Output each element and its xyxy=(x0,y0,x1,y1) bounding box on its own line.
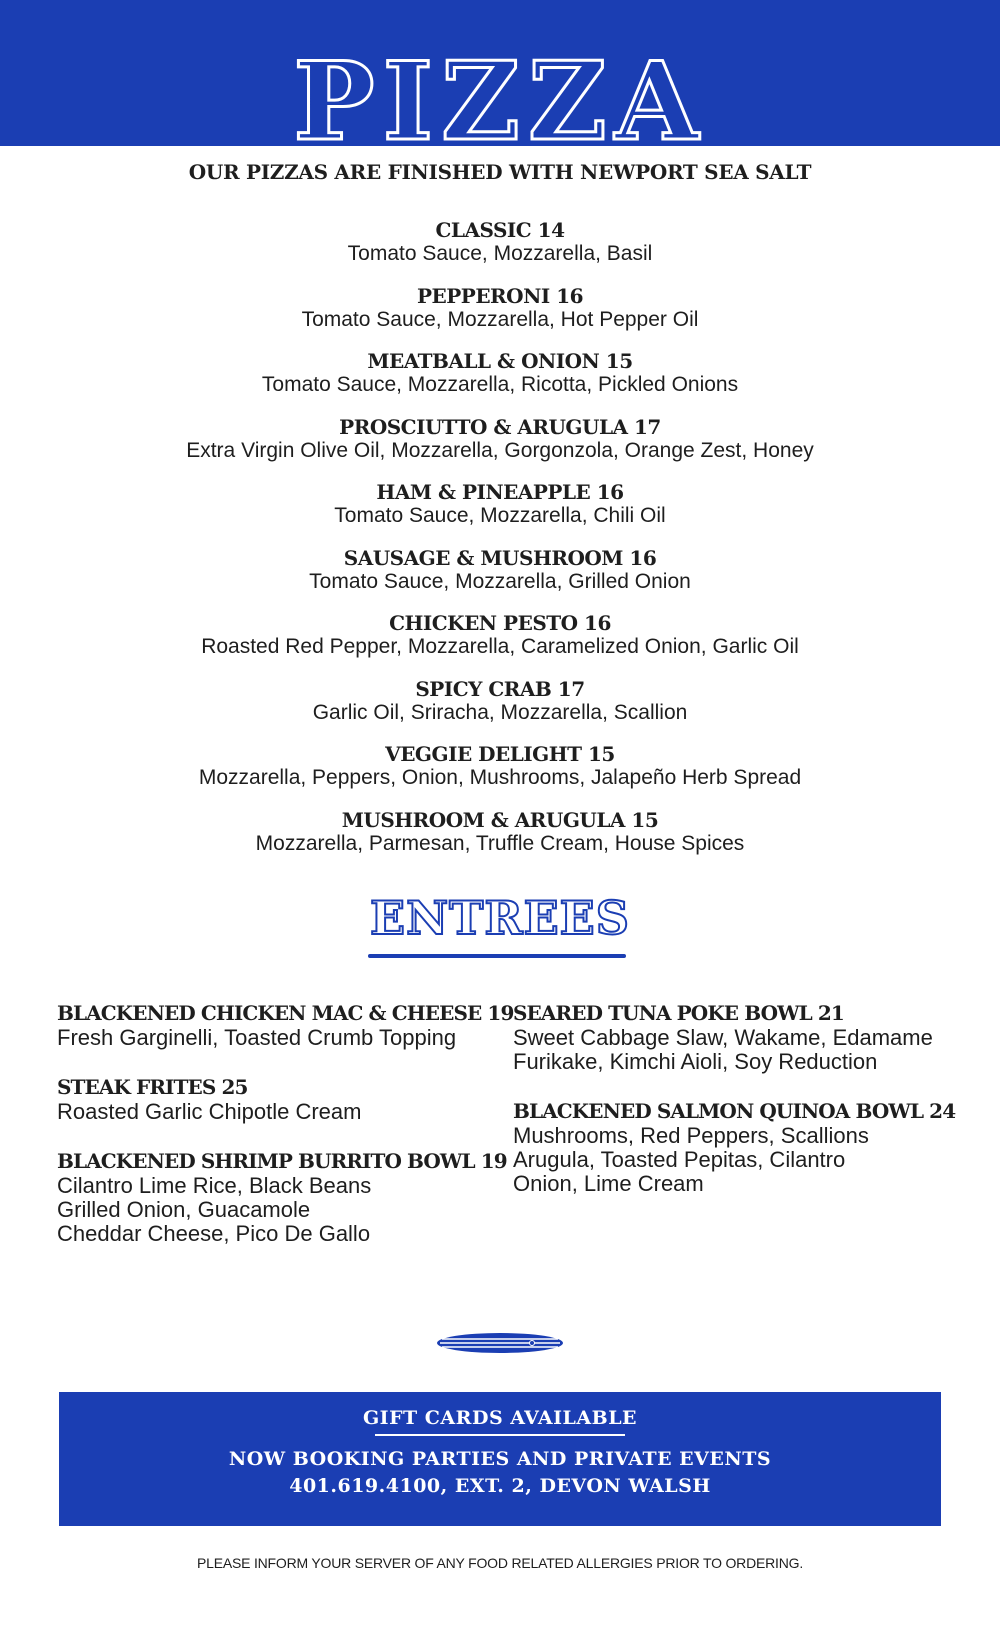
menu-item-pizza xyxy=(0,284,1000,350)
menu-item-pizza xyxy=(0,349,1000,415)
menu-item-name: SPICY CRAB 17 xyxy=(415,676,585,701)
menu-item-name: PROSCIUTTO & ARUGULA 17 xyxy=(339,414,661,439)
menu-item-description: Cilantro Lime Rice, Black Beans xyxy=(57,1173,372,1198)
entrees-heading: ENTREES xyxy=(370,891,630,945)
surfboard-icon xyxy=(436,1332,564,1354)
entrees-right-column xyxy=(513,1000,956,1220)
menu-item-description: Grilled Onion, Guacamole xyxy=(57,1197,311,1222)
menu-item-description: Cheddar Cheese, Pico De Gallo xyxy=(57,1221,371,1246)
booking-contact: 401.619.4100, EXT. 2, DEVON WALSH xyxy=(289,1475,711,1497)
menu-item-name: VEGGIE DELIGHT 15 xyxy=(385,742,615,766)
menu-item-name: SAUSAGE & MUSHROOM 16 xyxy=(343,545,657,570)
menu-item-pizza xyxy=(0,808,1000,874)
menu-item-pizza xyxy=(0,546,1000,612)
menu-item-entree xyxy=(513,1098,956,1196)
menu-item-name: BLACKENED SALMON QUINOA BOWL 24 xyxy=(513,1099,956,1123)
menu-item-pizza xyxy=(0,742,1000,808)
menu-item-name: PEPPERONI 16 xyxy=(416,283,584,308)
menu-item-entree xyxy=(513,1000,953,1074)
menu-item-name: SEARED TUNA POKE BOWL 21 xyxy=(513,1001,844,1025)
gift-cards-text: GIFT CARDS AVAILABLE xyxy=(362,1407,638,1429)
menu-item-name: CHICKEN PESTO 16 xyxy=(389,611,611,635)
menu-item-description: Roasted Red Pepper, Mozzarella, Caramelized Onion, Garlic Oil xyxy=(201,635,799,658)
menu-item-name: STEAK FRITES 25 xyxy=(57,1075,248,1099)
menu-item-pizza xyxy=(0,611,1000,677)
pizza-subtitle: OUR PIZZAS ARE FINISHED WITH NEWPORT SEA SALT xyxy=(188,160,812,184)
menu-item-pizza xyxy=(0,415,1000,481)
allergy-notice: PLEASE INFORM YOUR SERVER OF ANY FOOD RELATED ALLERGIES PRIOR TO ORDERING. xyxy=(196,1555,804,1571)
menu-item-entree xyxy=(57,1000,514,1050)
menu-item-pizza xyxy=(0,677,1000,743)
menu-item-description: Tomato Sauce, Mozzarella, Chili Oil xyxy=(334,504,666,527)
menu-item-description: Extra Virgin Olive Oil, Mozzarella, Gorgonzola, Orange Zest, Honey xyxy=(186,438,814,462)
menu-item-name: BLACKENED CHICKEN MAC & CHEESE 19 xyxy=(57,1001,514,1025)
menu-item-description: Roasted Garlic Chipotle Cream xyxy=(57,1099,362,1124)
pizza-title-text: PIZZA xyxy=(293,39,707,165)
entrees-left-column xyxy=(57,1000,514,1270)
gift-divider xyxy=(375,1434,625,1436)
menu-item-description: Fresh Garginelli, Toasted Crumb Topping xyxy=(57,1025,457,1050)
menu-item-name: HAM & PINEAPPLE 16 xyxy=(376,480,624,504)
menu-item-entree xyxy=(57,1074,497,1124)
menu-item-description: Tomato Sauce, Mozzarella, Ricotta, Pickled Onions xyxy=(261,373,739,396)
menu-item-name: CLASSIC 14 xyxy=(435,218,565,242)
menu-item-description: Sweet Cabbage Slaw, Wakame, Edamame xyxy=(513,1025,933,1050)
menu-item-pizza xyxy=(0,218,1000,284)
page-title xyxy=(0,39,1000,165)
menu-item-description: Mushrooms, Red Peppers, Scallions xyxy=(513,1123,869,1148)
menu-item-description: Garlic Oil, Sriracha, Mozzarella, Scallion xyxy=(312,700,688,724)
menu-item-name: BLACKENED SHRIMP BURRITO BOWL 19 xyxy=(57,1149,507,1173)
menu-item-description: Tomato Sauce, Mozzarella, Hot Pepper Oil xyxy=(301,307,699,331)
menu-item-name: MUSHROOM & ARUGULA 15 xyxy=(341,807,659,832)
entrees-underline xyxy=(368,954,626,958)
booking-text: NOW BOOKING PARTIES AND PRIVATE EVENTS xyxy=(228,1448,772,1470)
pizza-list xyxy=(0,218,1000,873)
menu-item-description: Tomato Sauce, Mozzarella, Basil xyxy=(347,242,653,265)
menu-item-description: Furikake, Kimchi Aioli, Soy Reduction xyxy=(513,1049,878,1074)
menu-item-description: Onion, Lime Cream xyxy=(513,1171,704,1196)
menu-item-description: Mozzarella, Parmesan, Truffle Cream, House Spices xyxy=(255,831,745,855)
menu-item-description: Tomato Sauce, Mozzarella, Grilled Onion xyxy=(309,569,691,593)
menu-item-description: Mozzarella, Peppers, Onion, Mushrooms, Jalapeño Herb Spread xyxy=(198,766,802,789)
menu-item-pizza xyxy=(0,480,1000,546)
menu-item-entree xyxy=(57,1148,507,1246)
menu-item-description: Arugula, Toasted Pepitas, Cilantro xyxy=(513,1147,846,1172)
info-banner xyxy=(59,1392,941,1526)
menu-item-name: MEATBALL & ONION 15 xyxy=(367,349,633,373)
